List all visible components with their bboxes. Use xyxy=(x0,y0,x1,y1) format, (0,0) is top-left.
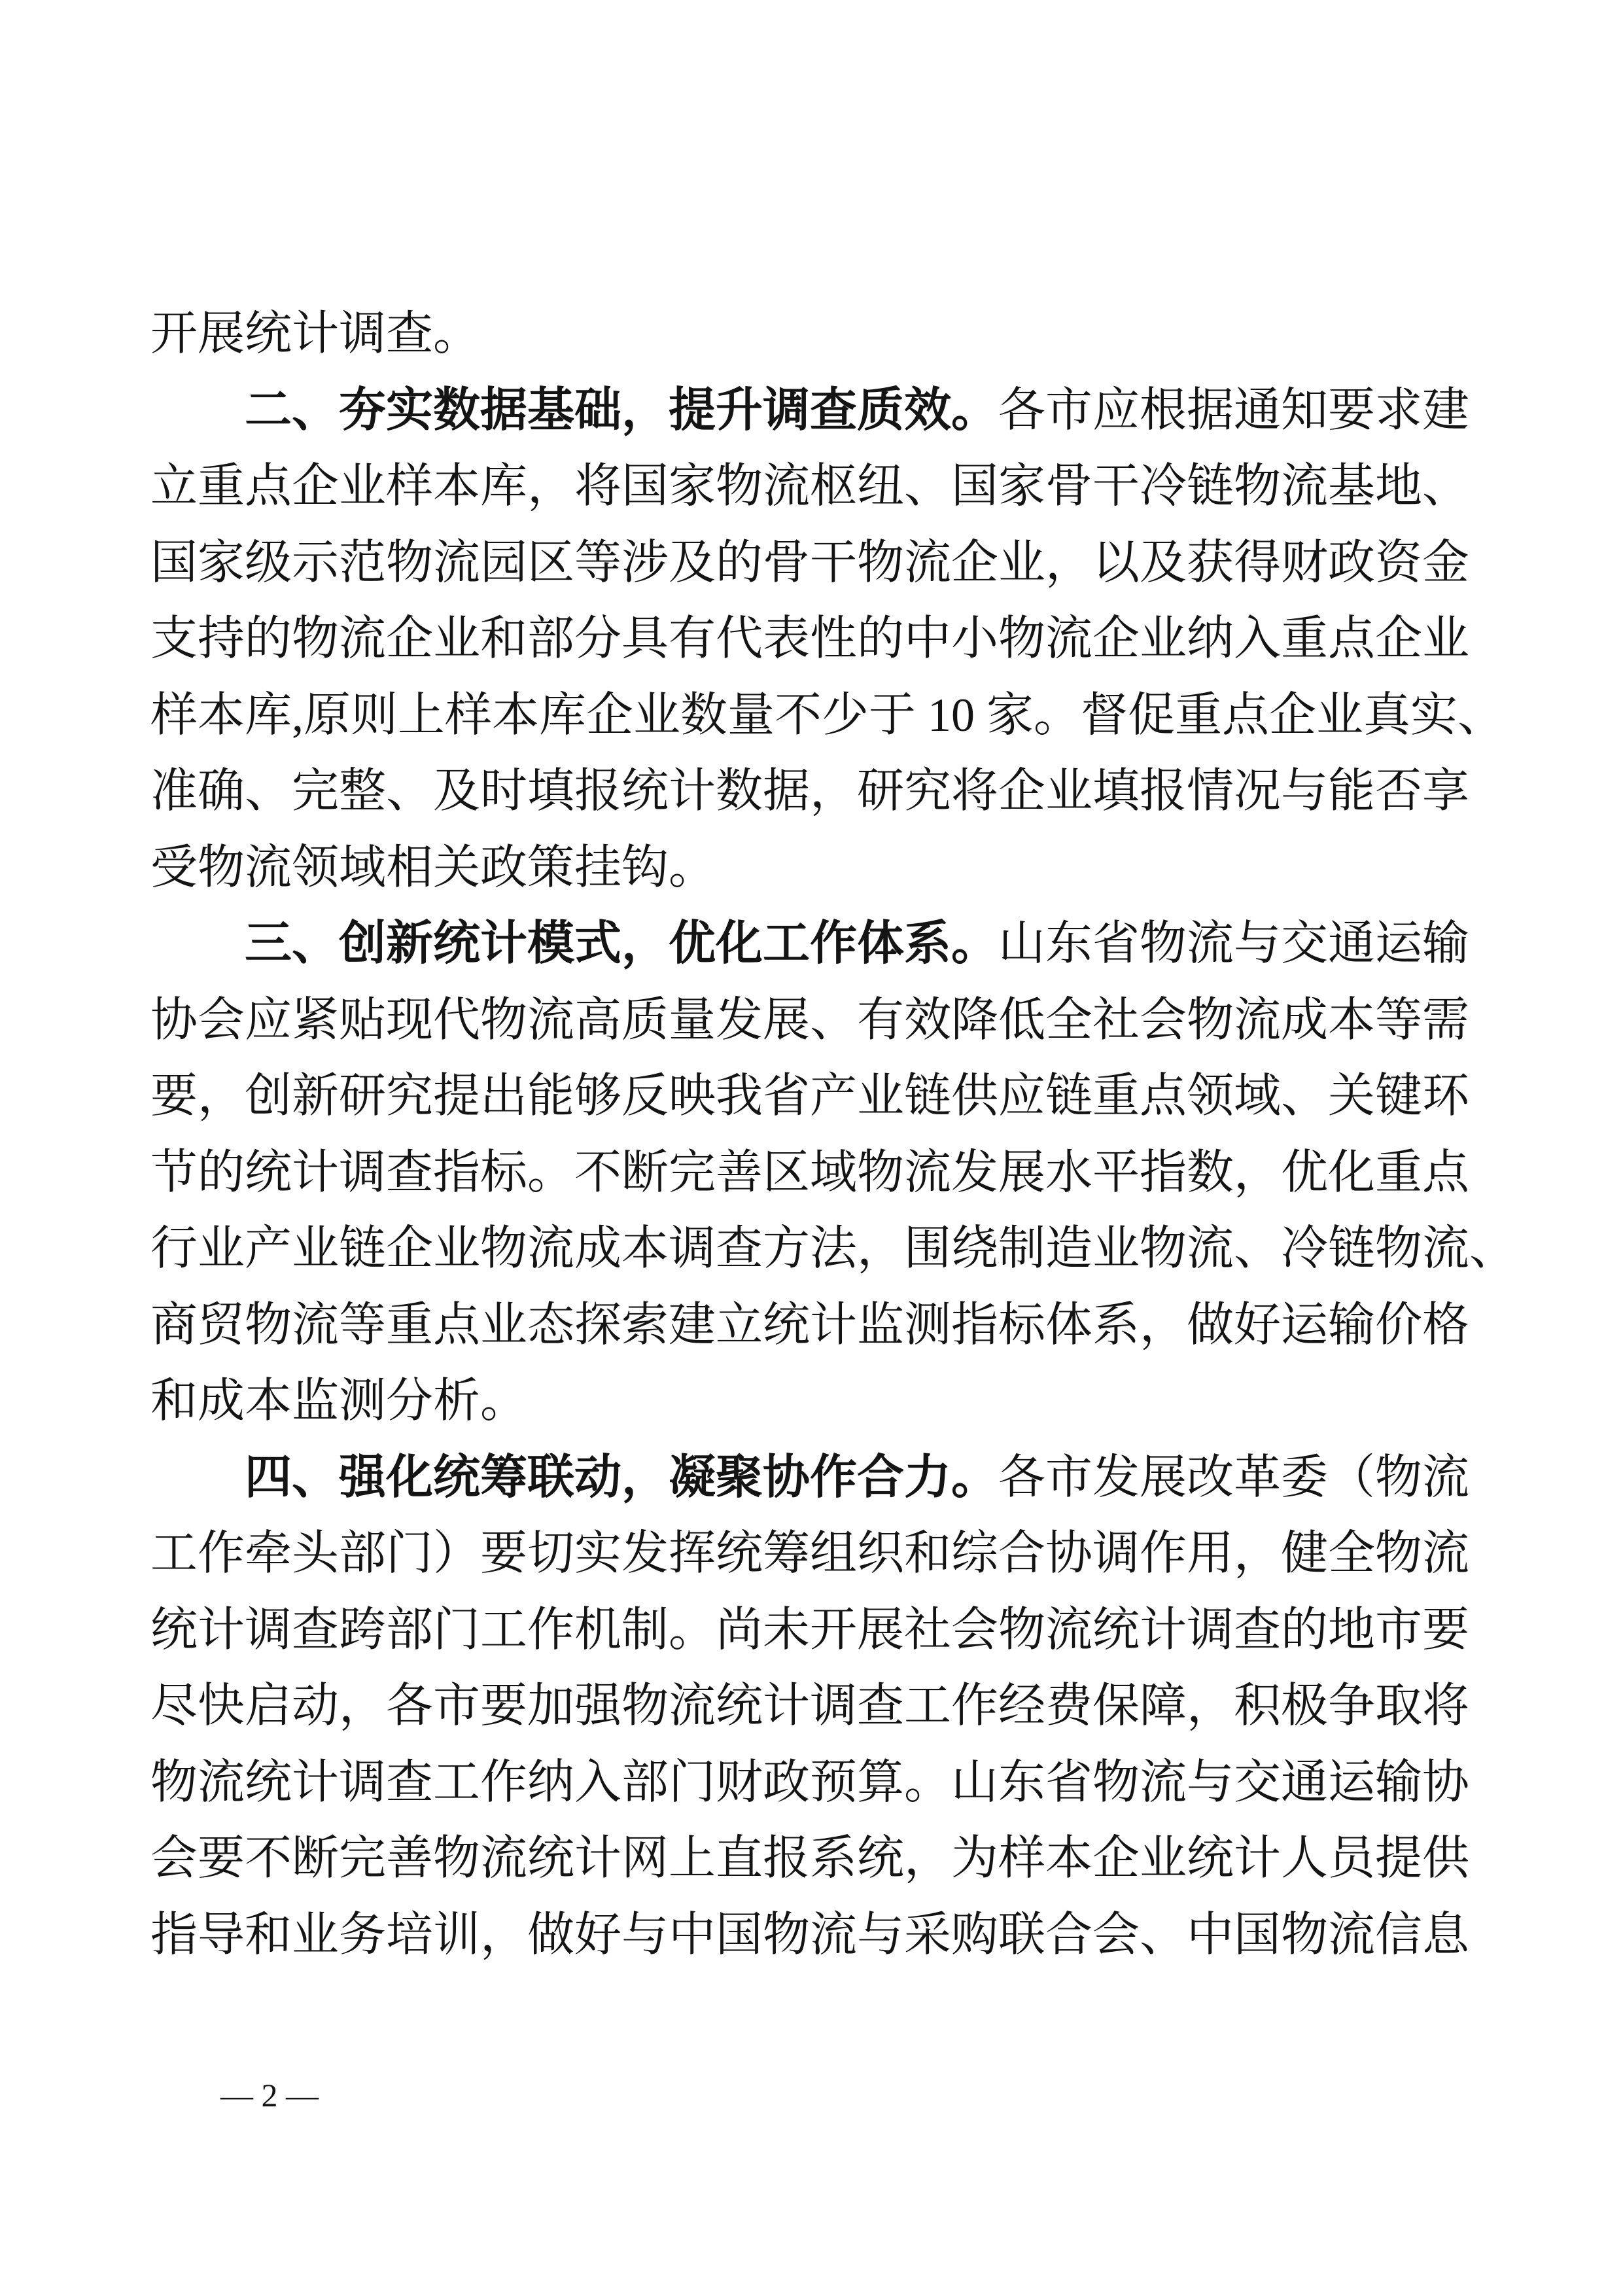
text-segment: 受物流领域相关政策挂钩。 xyxy=(150,841,716,894)
text-segment: 开展统计调查。 xyxy=(150,308,481,360)
section-heading-segment: 二、夯实数据基础，提升调查质效。 xyxy=(245,383,999,436)
text-segment: 行业产业链企业物流成本调查方法，围绕制造业物流、冷链物流、 xyxy=(150,1222,1517,1275)
body-line xyxy=(150,1515,1473,1592)
text-segment: 统计调查跨部门工作机制。尚未开展社会物流统计调查的地市要 xyxy=(150,1603,1470,1656)
text-segment: 各市应根据通知要求建 xyxy=(998,383,1470,436)
body-line xyxy=(150,448,1473,525)
text-segment: 协会应紧贴现代物流高质量发展、有效降低全社会物流成本等需 xyxy=(150,993,1470,1046)
body-line xyxy=(150,525,1473,601)
body-line xyxy=(150,1058,1473,1135)
text-segment: 立重点企业样本库，将国家物流枢纽、国家骨干冷链物流基地、 xyxy=(150,460,1470,512)
text-segment: 物流统计调查工作纳入部门财政预算。山东省物流与交通运输协 xyxy=(150,1756,1470,1809)
text-segment: 尽快启动，各市要加强物流统计调查工作经费保障，积极争取将 xyxy=(150,1680,1470,1732)
text-segment: 支持的物流企业和部分具有代表性的中小物流企业纳入重点企业 xyxy=(150,612,1470,665)
text-segment: 会要不断完善物流统计网上直报系统，为样本企业统计人员提供 xyxy=(150,1832,1470,1884)
body-line xyxy=(150,1439,1473,1516)
body-line xyxy=(150,830,1473,906)
body-line xyxy=(150,1820,1473,1897)
body-line xyxy=(150,601,1473,677)
text-segment: 指导和业务培训，做好与中国物流与采购联合会、中国物流信息 xyxy=(150,1908,1470,1961)
text-segment: 准确、完整、及时填报统计数据，研究将企业填报情况与能否享 xyxy=(150,765,1470,817)
body-line xyxy=(150,1210,1517,1287)
page-number: — 2 — xyxy=(220,2077,319,2113)
text-segment: 商贸物流等重点业态探索建立统计监测指标体系，做好运输价格 xyxy=(150,1298,1470,1351)
body-line xyxy=(150,1592,1473,1669)
text-segment: 和成本监测分析。 xyxy=(150,1375,528,1427)
body-line xyxy=(150,906,1473,982)
body-line xyxy=(150,296,1473,372)
body-line xyxy=(150,982,1473,1059)
body-line xyxy=(150,1897,1473,1973)
body-line xyxy=(150,1287,1473,1364)
text-segment: 要，创新研究提出能够反映我省产业链供应链重点领域、关键环 xyxy=(150,1070,1470,1122)
body-line xyxy=(150,677,1505,754)
body-line xyxy=(150,1744,1473,1821)
text-segment: 山东省物流与交通运输 xyxy=(998,917,1470,970)
text-segment: 各市发展改革委（物流 xyxy=(998,1451,1470,1504)
text-segment: 工作牵头部门）要切实发挥统筹组织和综合协调作用，健全物流 xyxy=(150,1527,1470,1580)
section-heading-segment: 四、强化统筹联动，凝聚协作合力。 xyxy=(245,1451,999,1504)
body-line xyxy=(150,372,1473,449)
body-line xyxy=(150,1668,1473,1744)
body-line xyxy=(150,753,1473,830)
body-line xyxy=(150,1363,1473,1439)
text-segment: 样本库,原则上样本库企业数量不少于 10 家。督促重点企业真实、 xyxy=(150,688,1505,741)
text-segment: 国家级示范物流园区等涉及的骨干物流企业，以及获得财政资金 xyxy=(150,536,1470,589)
text-segment: 节的统计调查指标。不断完善区域物流发展水平指数，优化重点 xyxy=(150,1146,1470,1199)
document-body xyxy=(150,296,1517,1973)
section-heading-segment: 三、创新统计模式，优化工作体系。 xyxy=(245,917,999,970)
body-line xyxy=(150,1135,1473,1211)
